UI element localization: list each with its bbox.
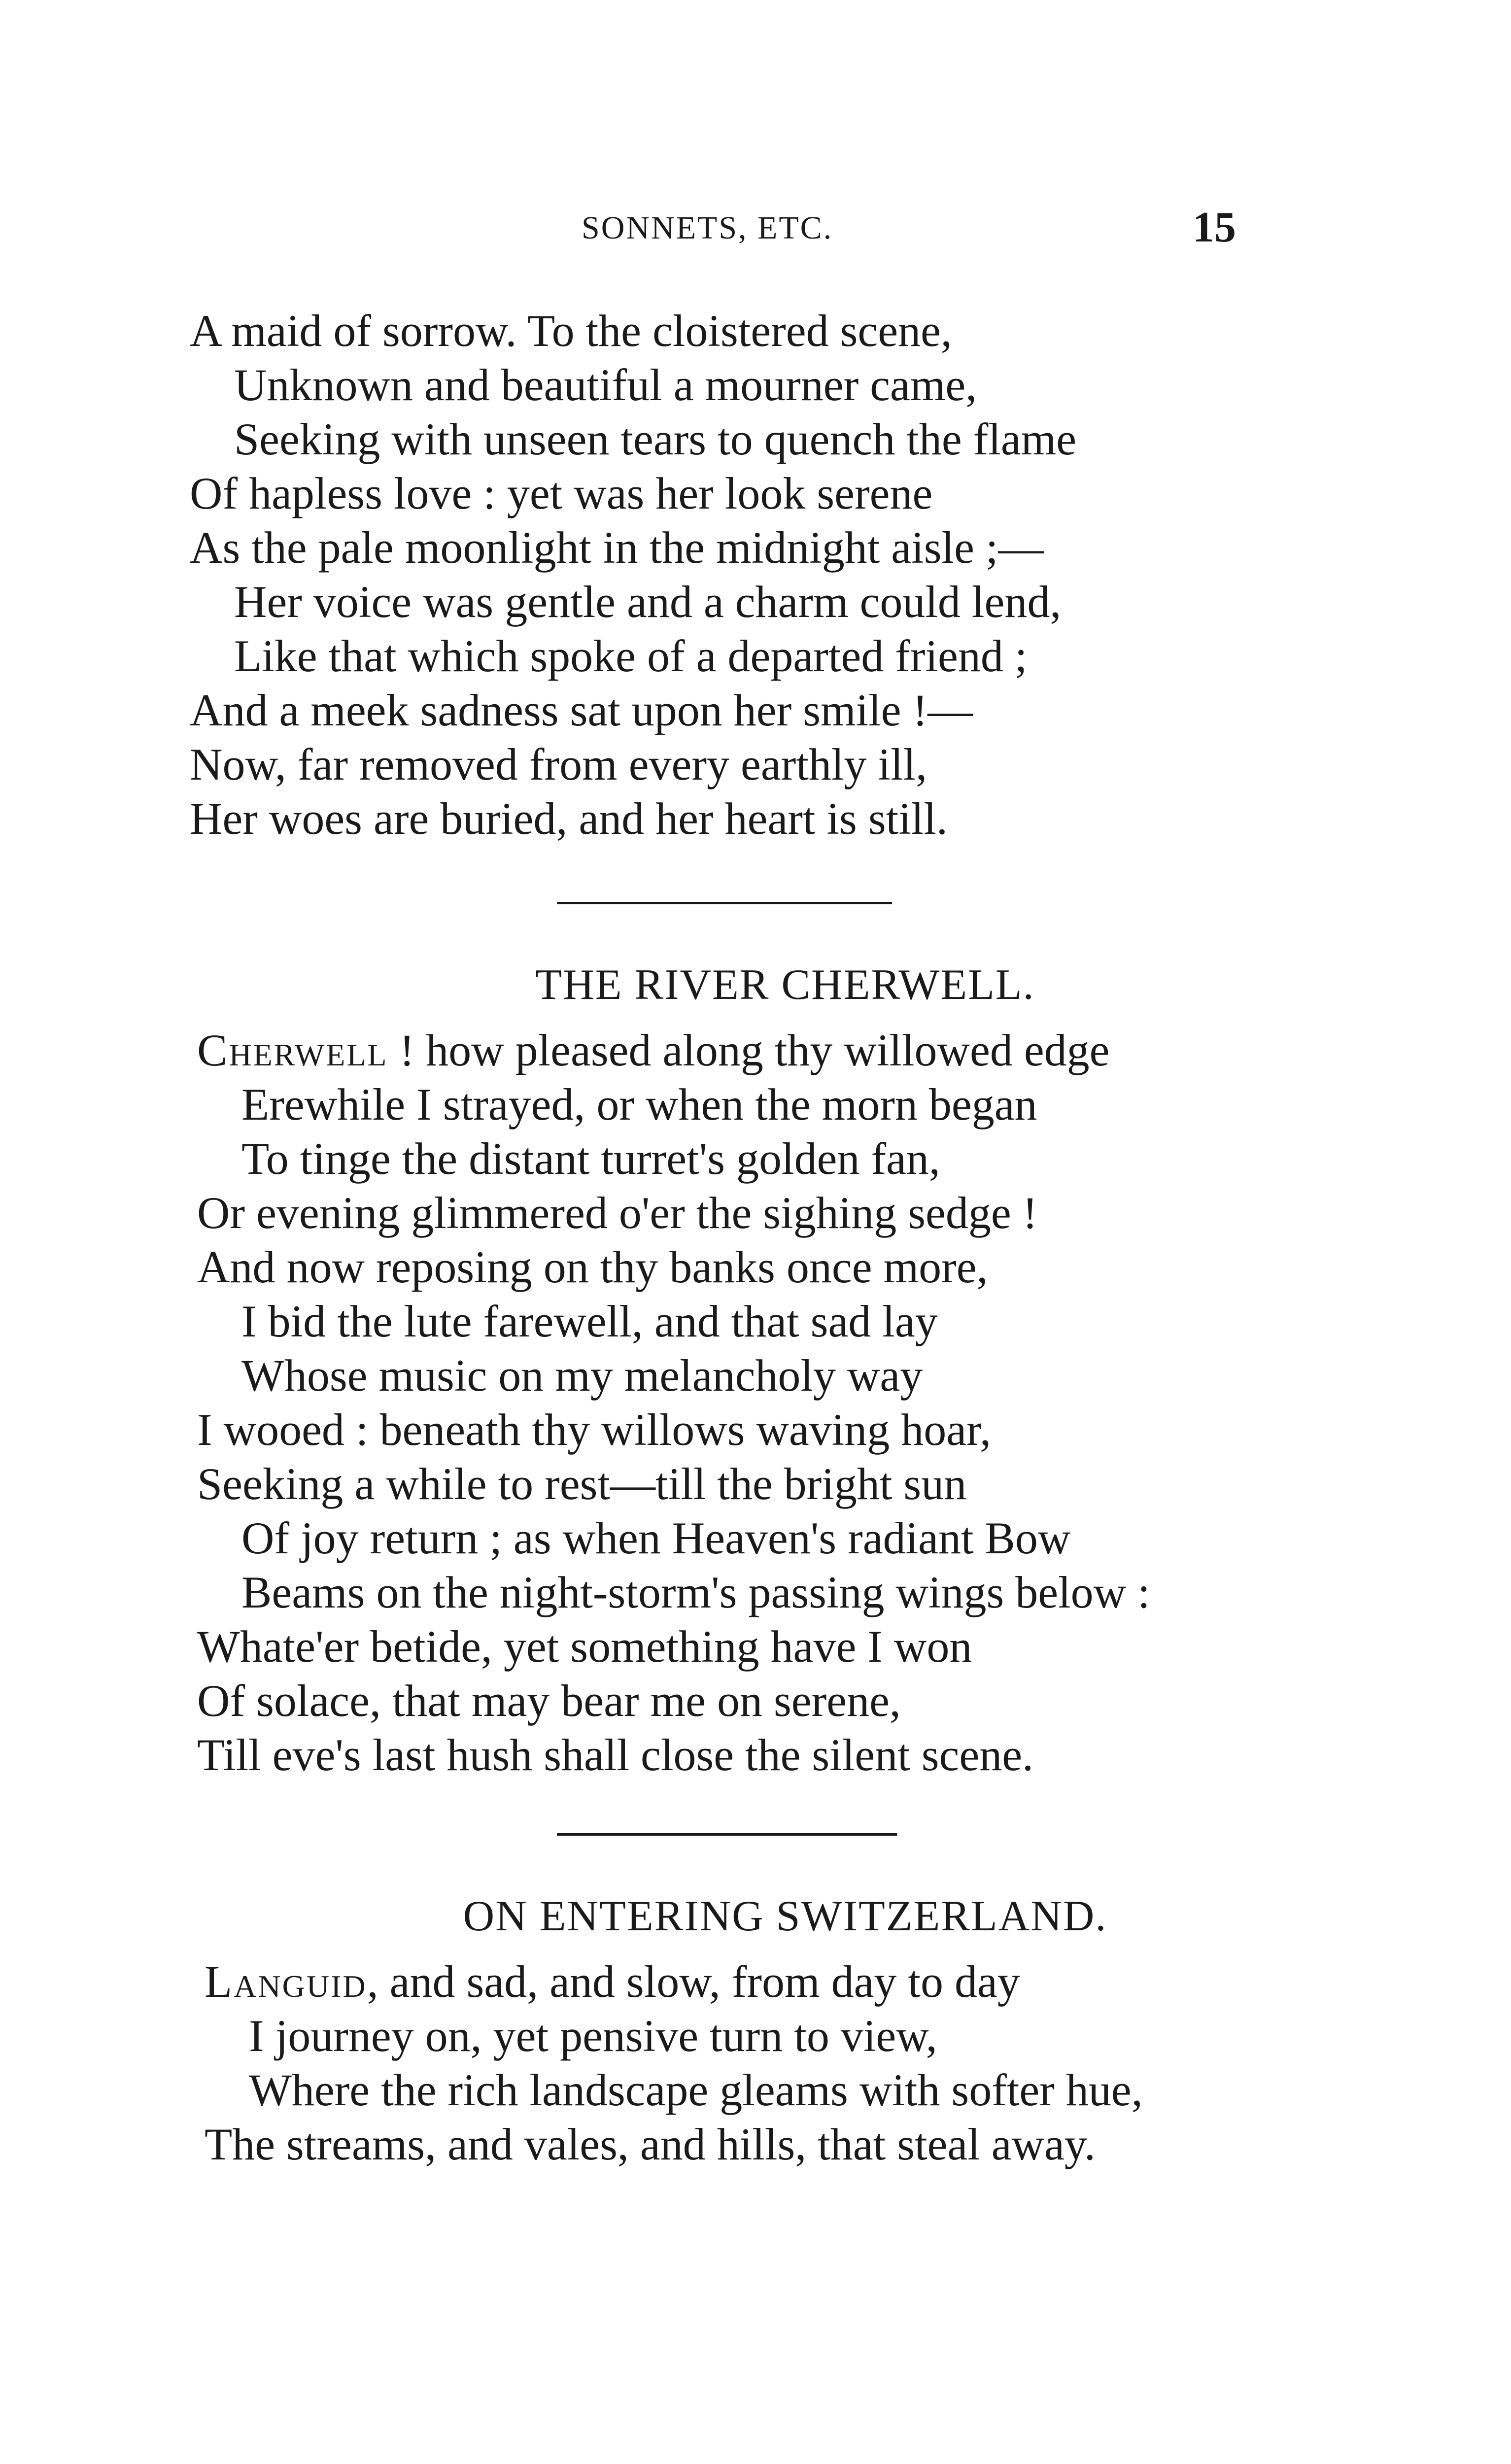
poem-line: The streams, and vales, and hills, that steal away. [205, 2119, 1096, 2169]
poem-line: Seeking with unseen tears to quench the flame [234, 414, 1077, 464]
poem-line [197, 1027, 1110, 1073]
section-divider [557, 902, 892, 904]
poem-line: And a meek sadness sat upon her smile !— [190, 685, 973, 735]
poem-line: Her voice was gentle and a charm could lend, [234, 577, 1062, 627]
poem-line: Like that which spoke of a departed friend ; [234, 631, 1028, 681]
drop-word: Cherwell [197, 1025, 388, 1075]
running-head: SONNETS, ETC. [582, 210, 833, 246]
poem-line: Of solace, that may bear me on serene, [197, 1676, 901, 1726]
poem-line: And now reposing on thy banks once more, [197, 1242, 988, 1292]
poem-line: Now, far removed from every earthly ill, [190, 739, 927, 789]
poem-line: Of joy return ; as when Heaven's radiant Bow [241, 1513, 1071, 1563]
poem-line: Erewhile I strayed, or when the morn began [241, 1079, 1037, 1129]
poem-line: A maid of sorrow. To the cloistered scene, [190, 306, 952, 356]
poem-line: I wooed : beneath thy willows waving hoar, [197, 1404, 992, 1455]
poem-line: Or evening glimmered o'er the sighing sedge ! [197, 1188, 1038, 1238]
section-divider [557, 1833, 897, 1836]
poem-line: Whate'er betide, yet something have I won [197, 1621, 972, 1672]
poem-line: Till eve's last hush shall close the silent scene. [197, 1730, 1034, 1780]
poem-line: I bid the lute farewell, and that sad lay [241, 1296, 938, 1346]
poem-line-text: , and sad, and slow, from day to day [367, 1956, 1020, 2007]
drop-word: Languid [205, 1956, 367, 2007]
poem-line: Seeking a while to rest—till the bright sun [197, 1459, 967, 1509]
poem-title: ON ENTERING SWITZERLAND. [463, 1892, 1107, 1940]
page-number: 15 [1193, 204, 1236, 251]
poem-line: Unknown and beautiful a mourner came, [234, 360, 977, 410]
poem-line [205, 1956, 1020, 2007]
poem-line: As the pale moonlight in the midnight aisle ;— [190, 522, 1044, 573]
poem-line: Where the rich landscape gleams with softer hue, [249, 2065, 1143, 2115]
poem-line: Of hapless love : yet was her look serene [190, 468, 933, 518]
poem-line: Her woes are buried, and her heart is still. [190, 793, 948, 844]
poem-line: To tinge the distant turret's golden fan, [241, 1133, 940, 1184]
poem-line: Whose music on my melancholy way [241, 1350, 923, 1401]
poem-line: I journey on, yet pensive turn to view, [249, 2011, 937, 2061]
poem-title: THE RIVER CHERWELL. [535, 961, 1035, 1009]
poem-line-text: ! how pleased along thy willowed edge [388, 1025, 1110, 1075]
poem-line: Beams on the night-storm's passing wings below : [241, 1567, 1150, 1617]
